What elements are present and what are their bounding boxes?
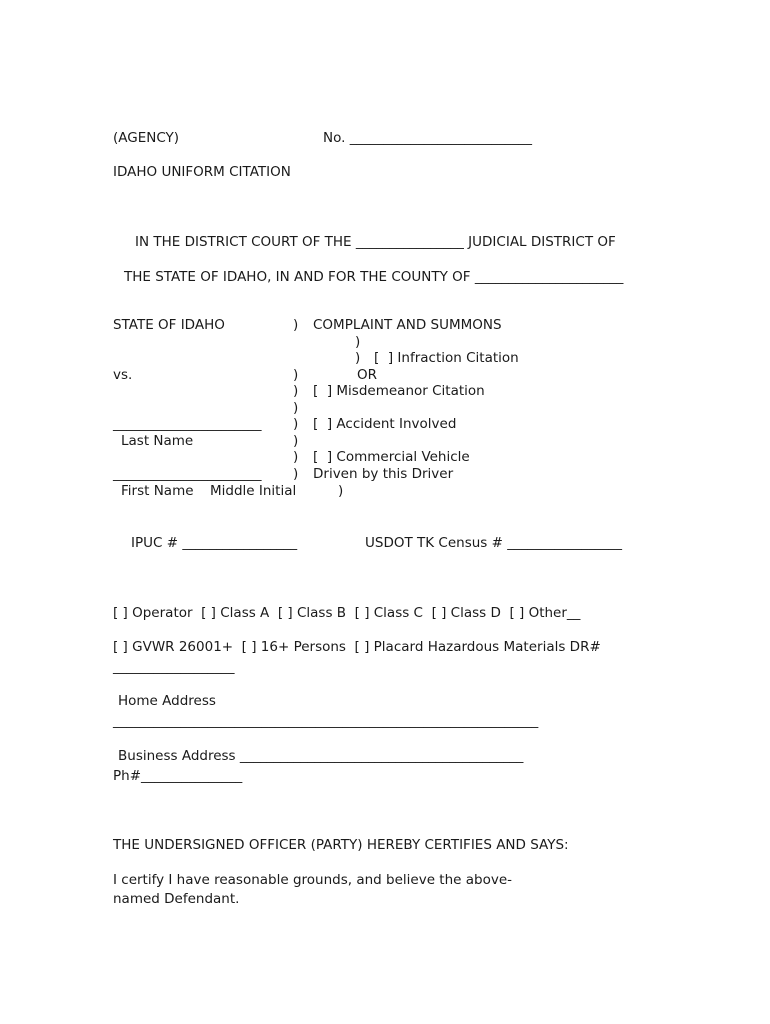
caption-paren: ) (338, 483, 344, 499)
commercial-vehicle-option-line2: Driven by this Driver (313, 466, 454, 482)
first-name-blank: ______________________ (113, 466, 262, 482)
home-address-label: Home Address (118, 693, 216, 709)
caption-paren: ) (293, 383, 299, 399)
citation-number-field: No. ___________________________ (323, 130, 532, 146)
caption-paren: ) (293, 367, 299, 383)
license-class-options: [ ] Operator [ ] Class A [ ] Class B [ ] Class C [ ] Class D [ ] Other__ (113, 605, 581, 621)
phone-field: Ph#_______________ (113, 768, 243, 784)
usdot-census-field: USDOT TK Census # _________________ (365, 535, 622, 551)
court-county-line: THE STATE OF IDAHO, IN AND FOR THE COUNTY OF ______________________ (124, 269, 624, 285)
caption-paren: ) (293, 416, 299, 432)
caption-paren: ) (293, 400, 299, 416)
certification-heading: THE UNDERSIGNED OFFICER (PARTY) HEREBY CERTIFIES AND SAYS: (113, 837, 569, 853)
certification-text-line1: I certify I have reasonable grounds, and believe the above- (113, 872, 513, 888)
caption-paren: ) (355, 350, 361, 366)
plaintiff-name: STATE OF IDAHO (113, 317, 225, 333)
caption-paren: ) (355, 334, 361, 350)
court-district-line: IN THE DISTRICT COURT OF THE ________________ JUDICIAL DISTRICT OF (135, 234, 616, 250)
agency-label: (AGENCY) (113, 130, 180, 146)
middle-initial-label: Middle Initial (210, 483, 297, 499)
caption-paren: ) (293, 449, 299, 465)
misdemeanor-citation-option: [ ] Misdemeanor Citation (313, 383, 485, 399)
caption-paren: ) (293, 433, 299, 449)
first-name-label: First Name (121, 483, 194, 499)
home-address-blank: _______________________________________________________________ (113, 713, 539, 729)
accident-involved-option: [ ] Accident Involved (313, 416, 457, 432)
last-name-label: Last Name (121, 433, 194, 449)
last-name-blank: ______________________ (113, 416, 262, 432)
business-address-field: Business Address __________________________________________ (118, 748, 524, 764)
infraction-citation-option: [ ] Infraction Citation (374, 350, 519, 366)
vehicle-type-options: [ ] GVWR 26001+ [ ] 16+ Persons [ ] Placard Hazardous Materials DR# (113, 639, 601, 655)
dr-number-blank: __________________ (113, 659, 235, 675)
complaint-summons-title: COMPLAINT AND SUMMONS (313, 317, 502, 333)
or-label: OR (357, 367, 378, 383)
caption-paren: ) (293, 317, 299, 333)
caption-paren: ) (293, 466, 299, 482)
ipuc-number-field: IPUC # _________________ (131, 535, 298, 551)
document-title: IDAHO UNIFORM CITATION (113, 164, 291, 180)
versus-label: vs. (113, 367, 133, 383)
commercial-vehicle-option: [ ] Commercial Vehicle (313, 449, 470, 465)
certification-text-line2: named Defendant. (113, 891, 240, 907)
